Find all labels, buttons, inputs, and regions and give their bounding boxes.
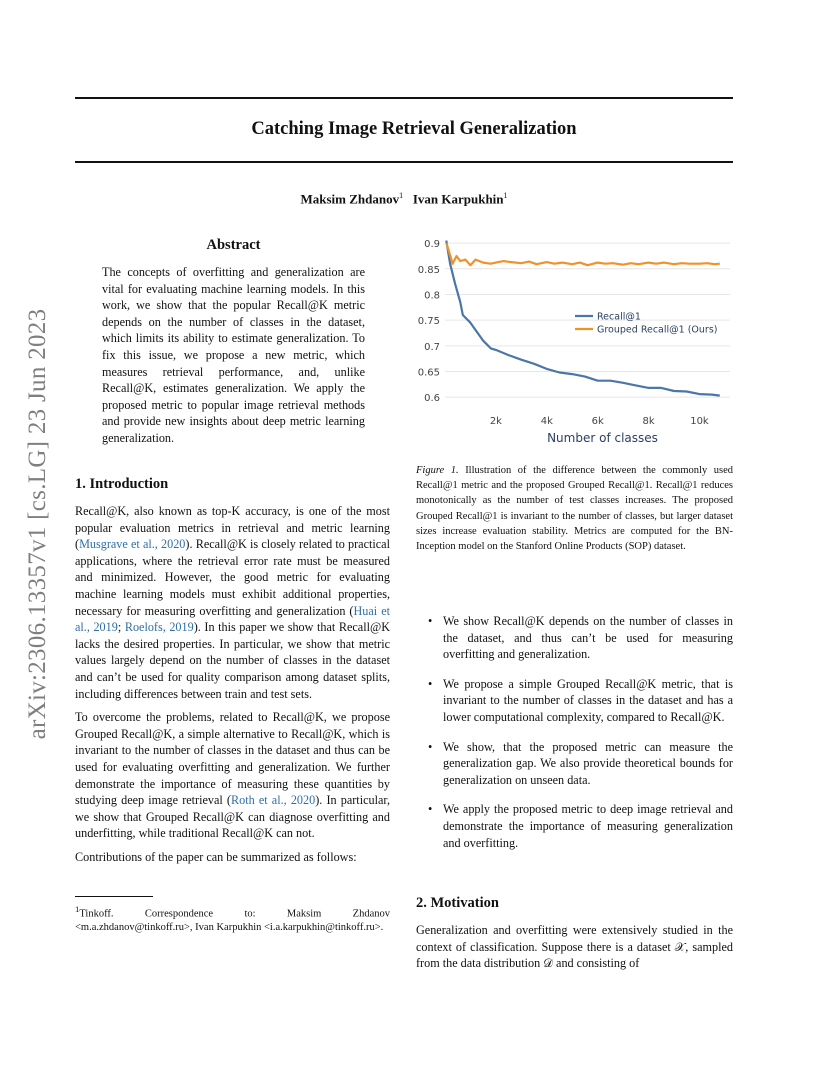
motivation-body: Generalization and overfitting were extensively studied in the context of classification. Suppose there is a dataset 𝒳, sampled from the data distribution 𝒟 and consisting of bbox=[416, 923, 733, 971]
figure-caption bbox=[416, 463, 733, 554]
introduction-body bbox=[75, 503, 390, 872]
footnote-text: Tinkoff. Correspondence to: Maksim Zhdanov <m.a.zhdanov@tinkoff.ru>, Ivan Karpukhin <i.a.karpukhin@tinkoff.ru>. bbox=[75, 908, 390, 933]
y-tick-label: 0.85 bbox=[417, 264, 440, 276]
bullet-glyph: • bbox=[428, 676, 433, 691]
x-tick-label: 6k bbox=[591, 416, 604, 427]
list-item bbox=[428, 739, 733, 789]
figure-label: Figure 1. bbox=[416, 465, 459, 476]
footnote bbox=[75, 903, 390, 935]
caption-text: Illustration of the difference between the commonly used Recall@1 metric and the proposed Grouped Recall@1. Recall@1 reduces monotonically as the number of test classes increases. The proposed Grouped Recall@1 is invariant to the number of classes, but larger dataset sizes increase evaluation stability. Metrics are computed for the BN-Inception model on the Stanford Online Products (SOP) dataset. bbox=[416, 465, 734, 553]
top-rule bbox=[75, 97, 733, 99]
abstract-heading: Abstract bbox=[206, 237, 261, 253]
list-item-text: We show Recall@K depends on the number of classes in the dataset, and thus can’t be used for measuring overfitting and generalization. bbox=[443, 614, 733, 662]
text-run: ). Recall@K is closely related to practical applications, where the retrieval error rate must be measured and minimized. However, the good metric for evaluating machine learning models must exhibit additional properties, necessary for measuring overfitting and generalization ( bbox=[75, 537, 390, 618]
author-name: Maksim Zhdanov bbox=[300, 191, 400, 207]
list-item-text: We show, that the proposed metric can measure the generalization gap. We also provide theoretical bounds for generalization on unseen data. bbox=[443, 739, 733, 787]
author-name: Ivan Karpukhin bbox=[412, 191, 504, 207]
x-tick-label: 10k bbox=[690, 416, 709, 427]
section-heading-introduction: 1. Introduction bbox=[75, 476, 169, 492]
citation-link[interactable]: Musgrave et al., 2020 bbox=[79, 537, 186, 552]
x-axis-label: Number of classes bbox=[547, 431, 658, 445]
paragraph: Contributions of the paper can be summarized as follows: bbox=[75, 849, 357, 864]
citation-link[interactable]: Huai et al., 2019 bbox=[75, 603, 390, 635]
y-tick-label: 0.7 bbox=[424, 341, 440, 353]
citation-link[interactable]: Roth et al., 2020 bbox=[231, 793, 316, 808]
y-tick-label: 0.6 bbox=[424, 393, 440, 405]
list-item-text: We propose a simple Grouped Recall@K metric, that is invariant to the number of classes in the dataset and has a lower computational complexity, compared to Recall@K. bbox=[443, 676, 733, 724]
citation-link[interactable]: Roelofs, 2019 bbox=[124, 620, 194, 635]
text-run: ). In this paper we show that Recall@K lacks the desired properties. In particular, we show that metric values largely depend on the number of classes in the dataset and can’t be used for quality comparison among dataset splits, including differences between train and test sets. bbox=[75, 620, 391, 701]
bullet-glyph: • bbox=[428, 739, 433, 754]
x-tick-label: 2k bbox=[489, 416, 502, 427]
y-tick-label: 0.75 bbox=[417, 316, 440, 328]
x-tick-label: 4k bbox=[540, 416, 553, 427]
y-tick-label: 0.65 bbox=[417, 367, 440, 379]
list-item-text: We apply the proposed metric to deep image retrieval and demonstrate the importance of measuring generalization and overfitting. bbox=[443, 802, 733, 850]
author-affiliation: 1 bbox=[399, 191, 404, 200]
text-run: ). In particular, we show that Grouped Recall@K can diagnose overfitting and underfitting, while traditional Recall@K can not. bbox=[75, 793, 390, 841]
text-run: Recall@K, also known as top-K accuracy, is one of the most popular evaluation metrics in retrieval and metric learning ( bbox=[75, 504, 390, 552]
text-run: To overcome the problems, related to Recall@K, we propose Grouped Recall@K, a simple alternative to Recall@K, which is invariant to the number of classes in the dataset and thus can be used for evaluating overfitting and generalization. We further demonstrate the importance of measuring these quantities by studying deep image retrieval ( bbox=[75, 710, 390, 808]
legend-label: Grouped Recall@1 (Ours) bbox=[597, 324, 718, 336]
series-line-2 bbox=[446, 243, 720, 265]
list-item bbox=[428, 676, 733, 726]
paragraph bbox=[75, 503, 390, 702]
paragraph bbox=[75, 709, 390, 842]
title-bottom-rule bbox=[75, 161, 733, 163]
abstract-text: The concepts of overfitting and generalization are vital for evaluating machine learning models. In this work, we show that the popular Recall@K metric depends on the number of classes in the dataset, which limits its ability to estimate generalization. To fix this issue, we propose a new metric, which measures retrieval performance, and, unlike Recall@K, estimates generalization. We apply the proposed metric to popular image retrieval methods and provide new insights about deep metric learning generalization. bbox=[102, 265, 365, 445]
bullet-glyph: • bbox=[428, 614, 433, 628]
text-run: ; bbox=[117, 620, 125, 635]
footnote-mark: 1 bbox=[75, 904, 80, 914]
y-tick-label: 0.9 bbox=[424, 239, 440, 251]
figure-1-chart bbox=[405, 234, 735, 449]
paper-title: Catching Image Retrieval Generalization bbox=[251, 119, 577, 139]
list-item bbox=[428, 801, 733, 851]
contribution-list bbox=[428, 613, 733, 864]
x-tick-label: 8k bbox=[642, 416, 655, 427]
section-heading-motivation: 2. Motivation bbox=[416, 895, 499, 911]
author-affiliation: 1 bbox=[503, 191, 508, 200]
list-item bbox=[428, 613, 733, 663]
legend-label: Recall@1 bbox=[597, 311, 641, 323]
footnote-rule bbox=[75, 896, 153, 897]
y-tick-label: 0.8 bbox=[424, 290, 440, 302]
arxiv-watermark: arXiv:2306.13357v1 [cs.LG] 23 Jun 2023 bbox=[24, 308, 51, 740]
author-list bbox=[0, 191, 808, 207]
bullet-glyph: • bbox=[428, 802, 433, 817]
